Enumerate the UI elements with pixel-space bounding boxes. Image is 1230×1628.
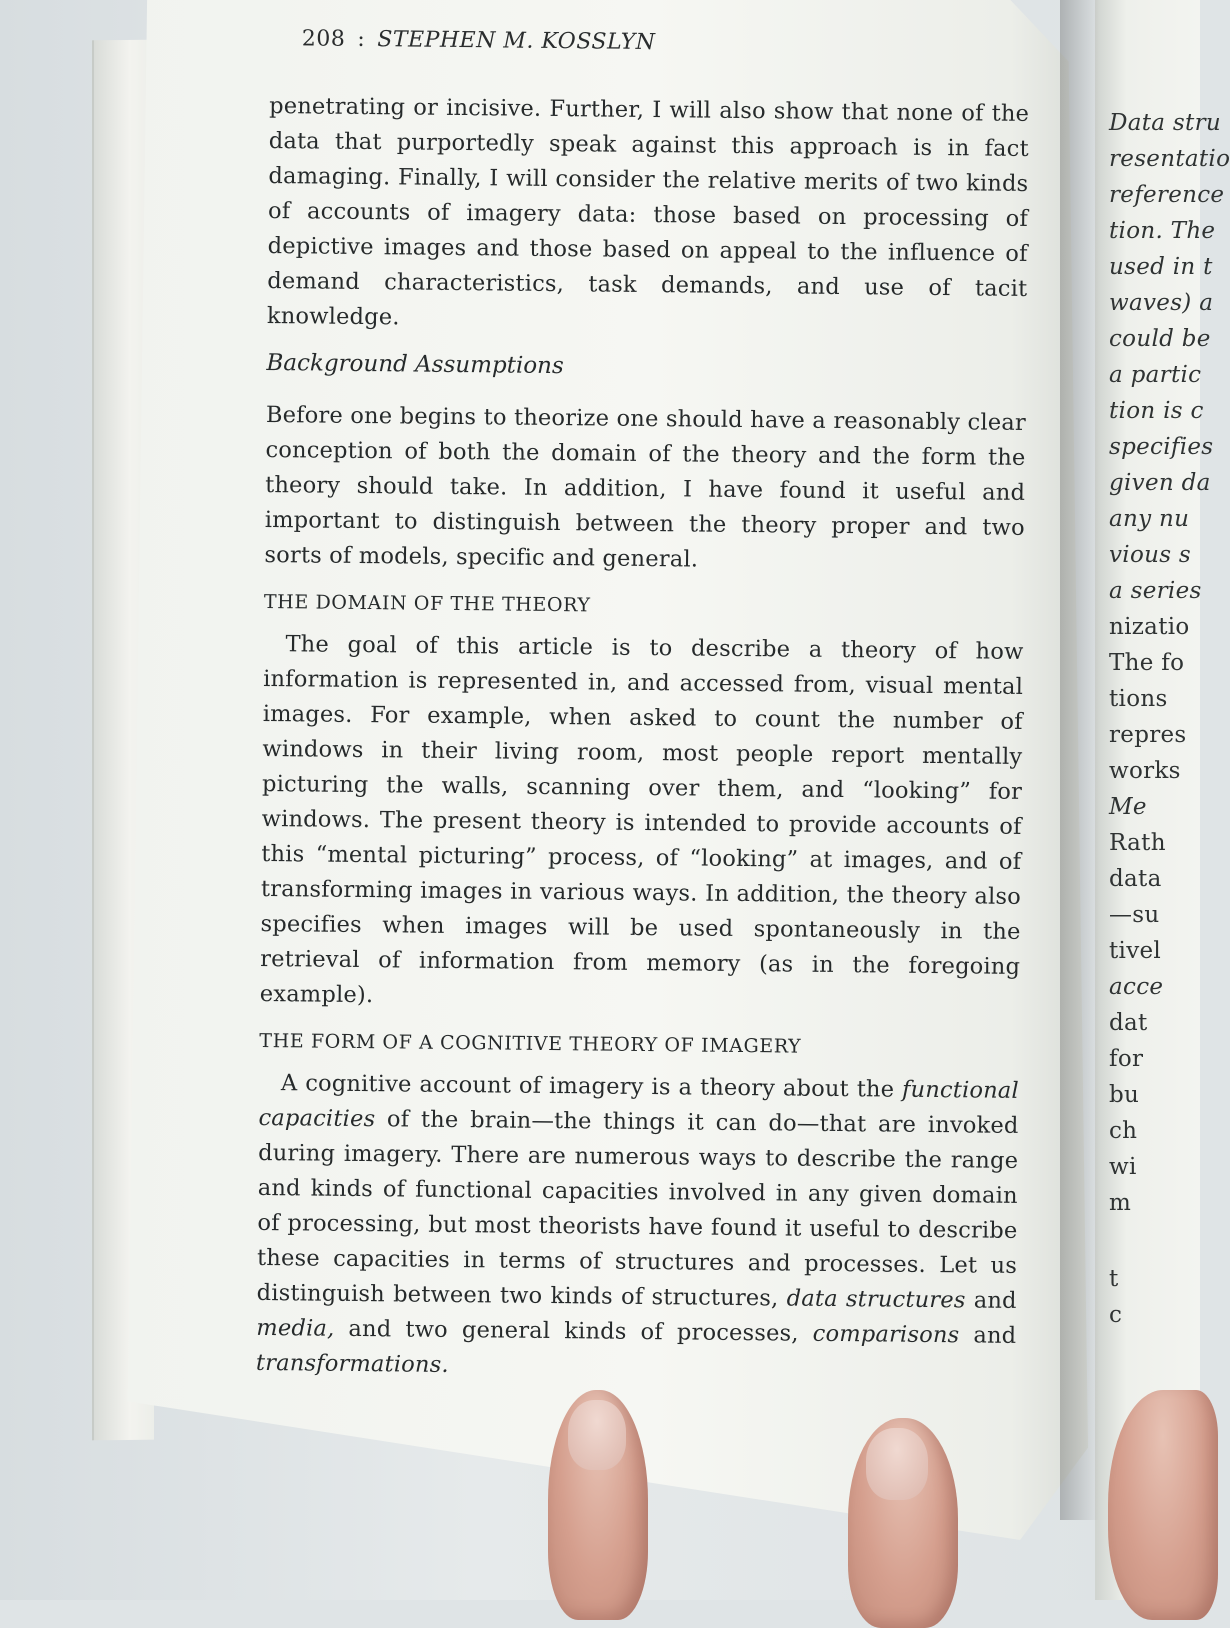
page-content <box>256 26 1030 1389</box>
facing-page-fragment: specifies <box>1109 434 1213 460</box>
domain-heading: THE DOMAIN OF THE THEORY <box>264 591 1024 621</box>
thumb-right-edge <box>1108 1390 1218 1620</box>
form-emphasis-comparisons: comparisons <box>813 1321 960 1349</box>
facing-page-fragment: for <box>1109 1046 1143 1072</box>
facing-page-fragment: given da <box>1109 470 1211 496</box>
left-fingernail <box>568 1400 626 1470</box>
facing-page-fragment: Data stru <box>1109 110 1221 136</box>
intro-paragraph: penetrating or incisive. Further, I will also show that none of the data that purportedly speak against this approach is in fact damaging. Finally, I will consider the relative merits of two kinds of accounts of imagery data: those based on processing of depictive images and those based on appeal to the influence of demand characteristics, task demands, and use of tacit knowledge. <box>267 89 1030 342</box>
facing-page-fragment: tion is c <box>1109 398 1204 424</box>
facing-page-fragment: could be <box>1109 326 1211 352</box>
running-head-author: STEPHEN M. KOSSLYN <box>377 27 655 55</box>
running-head-separator: : <box>357 27 365 52</box>
facing-page-fragment: a series <box>1109 578 1202 604</box>
facing-page-fragment: Rath <box>1109 830 1166 856</box>
facing-page <box>1095 0 1200 1600</box>
form-emphasis-data-structures: data structures <box>787 1285 966 1313</box>
facing-page-fragment: any nu <box>1109 506 1189 532</box>
form-emphasis-transformations: transformations. <box>256 1350 449 1378</box>
form-heading: THE FORM OF A COGNITIVE THEORY OF IMAGERY <box>259 1030 1019 1060</box>
section-heading: Background Assumptions <box>266 350 1026 384</box>
form-text-1: A cognitive account of imagery is a theory about the <box>281 1070 902 1103</box>
facing-page-fragment: waves) a <box>1109 290 1213 316</box>
facing-page-fragment: The fo <box>1109 650 1184 676</box>
facing-page-fragment: reference <box>1109 182 1224 208</box>
facing-page-fragment: —su <box>1109 902 1160 928</box>
form-paragraph <box>256 1066 1019 1389</box>
gutter-shadow <box>1060 0 1100 1520</box>
form-text-2: of the brain—the things it can do—that are invoked during imagery. There are numerous ways to describe the range and kinds of functional capacities involved in any given domain of processing, but most theorists have found it useful to describe these capacities in terms of structures and processes. Let us distinguish between two kinds of structures, <box>257 1106 1019 1311</box>
domain-paragraph: The goal of this article is to describe a theory of how information is represented in, and accessed from, visual mental images. For example, when asked to count the number of windows in their living room, most people report mentally picturing the walls, scanning over them, and “looking” for windows. The present theory is intended to provide accounts of this “mental picturing” process, of “looking” at images, and of transforming images in various ways. In addition, the theory also specifies when images will be used spontaneously in the retrieval of information from memory (as in the foregoing example). <box>260 627 1024 1020</box>
facing-page-fragment: works <box>1109 758 1181 784</box>
facing-page-fragment: wi <box>1109 1154 1137 1180</box>
facing-page-fragment: acce <box>1109 974 1163 1000</box>
facing-page-fragment: resentatio <box>1109 146 1230 172</box>
form-emphasis-media: media, <box>256 1315 334 1342</box>
facing-page-fragment: tions <box>1109 686 1168 712</box>
background-paragraph: Before one begins to theorize one should have a reasonably clear conception of both the domain of the theory and the form the theory should take. In addition, I have found it useful and important to distinguish between the theory proper and two sorts of models, specific and general. <box>264 398 1026 581</box>
right-fingernail <box>866 1428 928 1500</box>
facing-page-fragment: tivel <box>1109 938 1161 964</box>
facing-page-fragment: repres <box>1109 722 1187 748</box>
facing-page-fragment: vious s <box>1109 542 1191 568</box>
form-text-4: and two general kinds of processes, <box>334 1316 813 1347</box>
facing-page-fragment: used in t <box>1109 254 1213 280</box>
facing-page-fragment: c <box>1109 1302 1122 1328</box>
facing-page-fragment: ch <box>1109 1118 1137 1144</box>
facing-page-fragment: m <box>1109 1190 1131 1216</box>
facing-page-fragment: Me <box>1109 794 1147 820</box>
facing-page-fragment: data <box>1109 866 1162 892</box>
form-text-3: and <box>965 1287 1016 1314</box>
facing-page-fragment: dat <box>1109 1010 1148 1036</box>
facing-page-fragment: bu <box>1109 1082 1139 1108</box>
facing-page-fragment: nizatio <box>1109 614 1190 640</box>
facing-page-fragment: t <box>1109 1266 1119 1292</box>
page-number: 208 <box>302 26 346 51</box>
form-text-5: and <box>959 1322 1016 1349</box>
facing-page-fragment: tion. The <box>1109 218 1215 244</box>
form-emphasis-functional-capacities: functional capacities <box>258 1077 1019 1132</box>
facing-page-fragment: a partic <box>1109 362 1201 388</box>
